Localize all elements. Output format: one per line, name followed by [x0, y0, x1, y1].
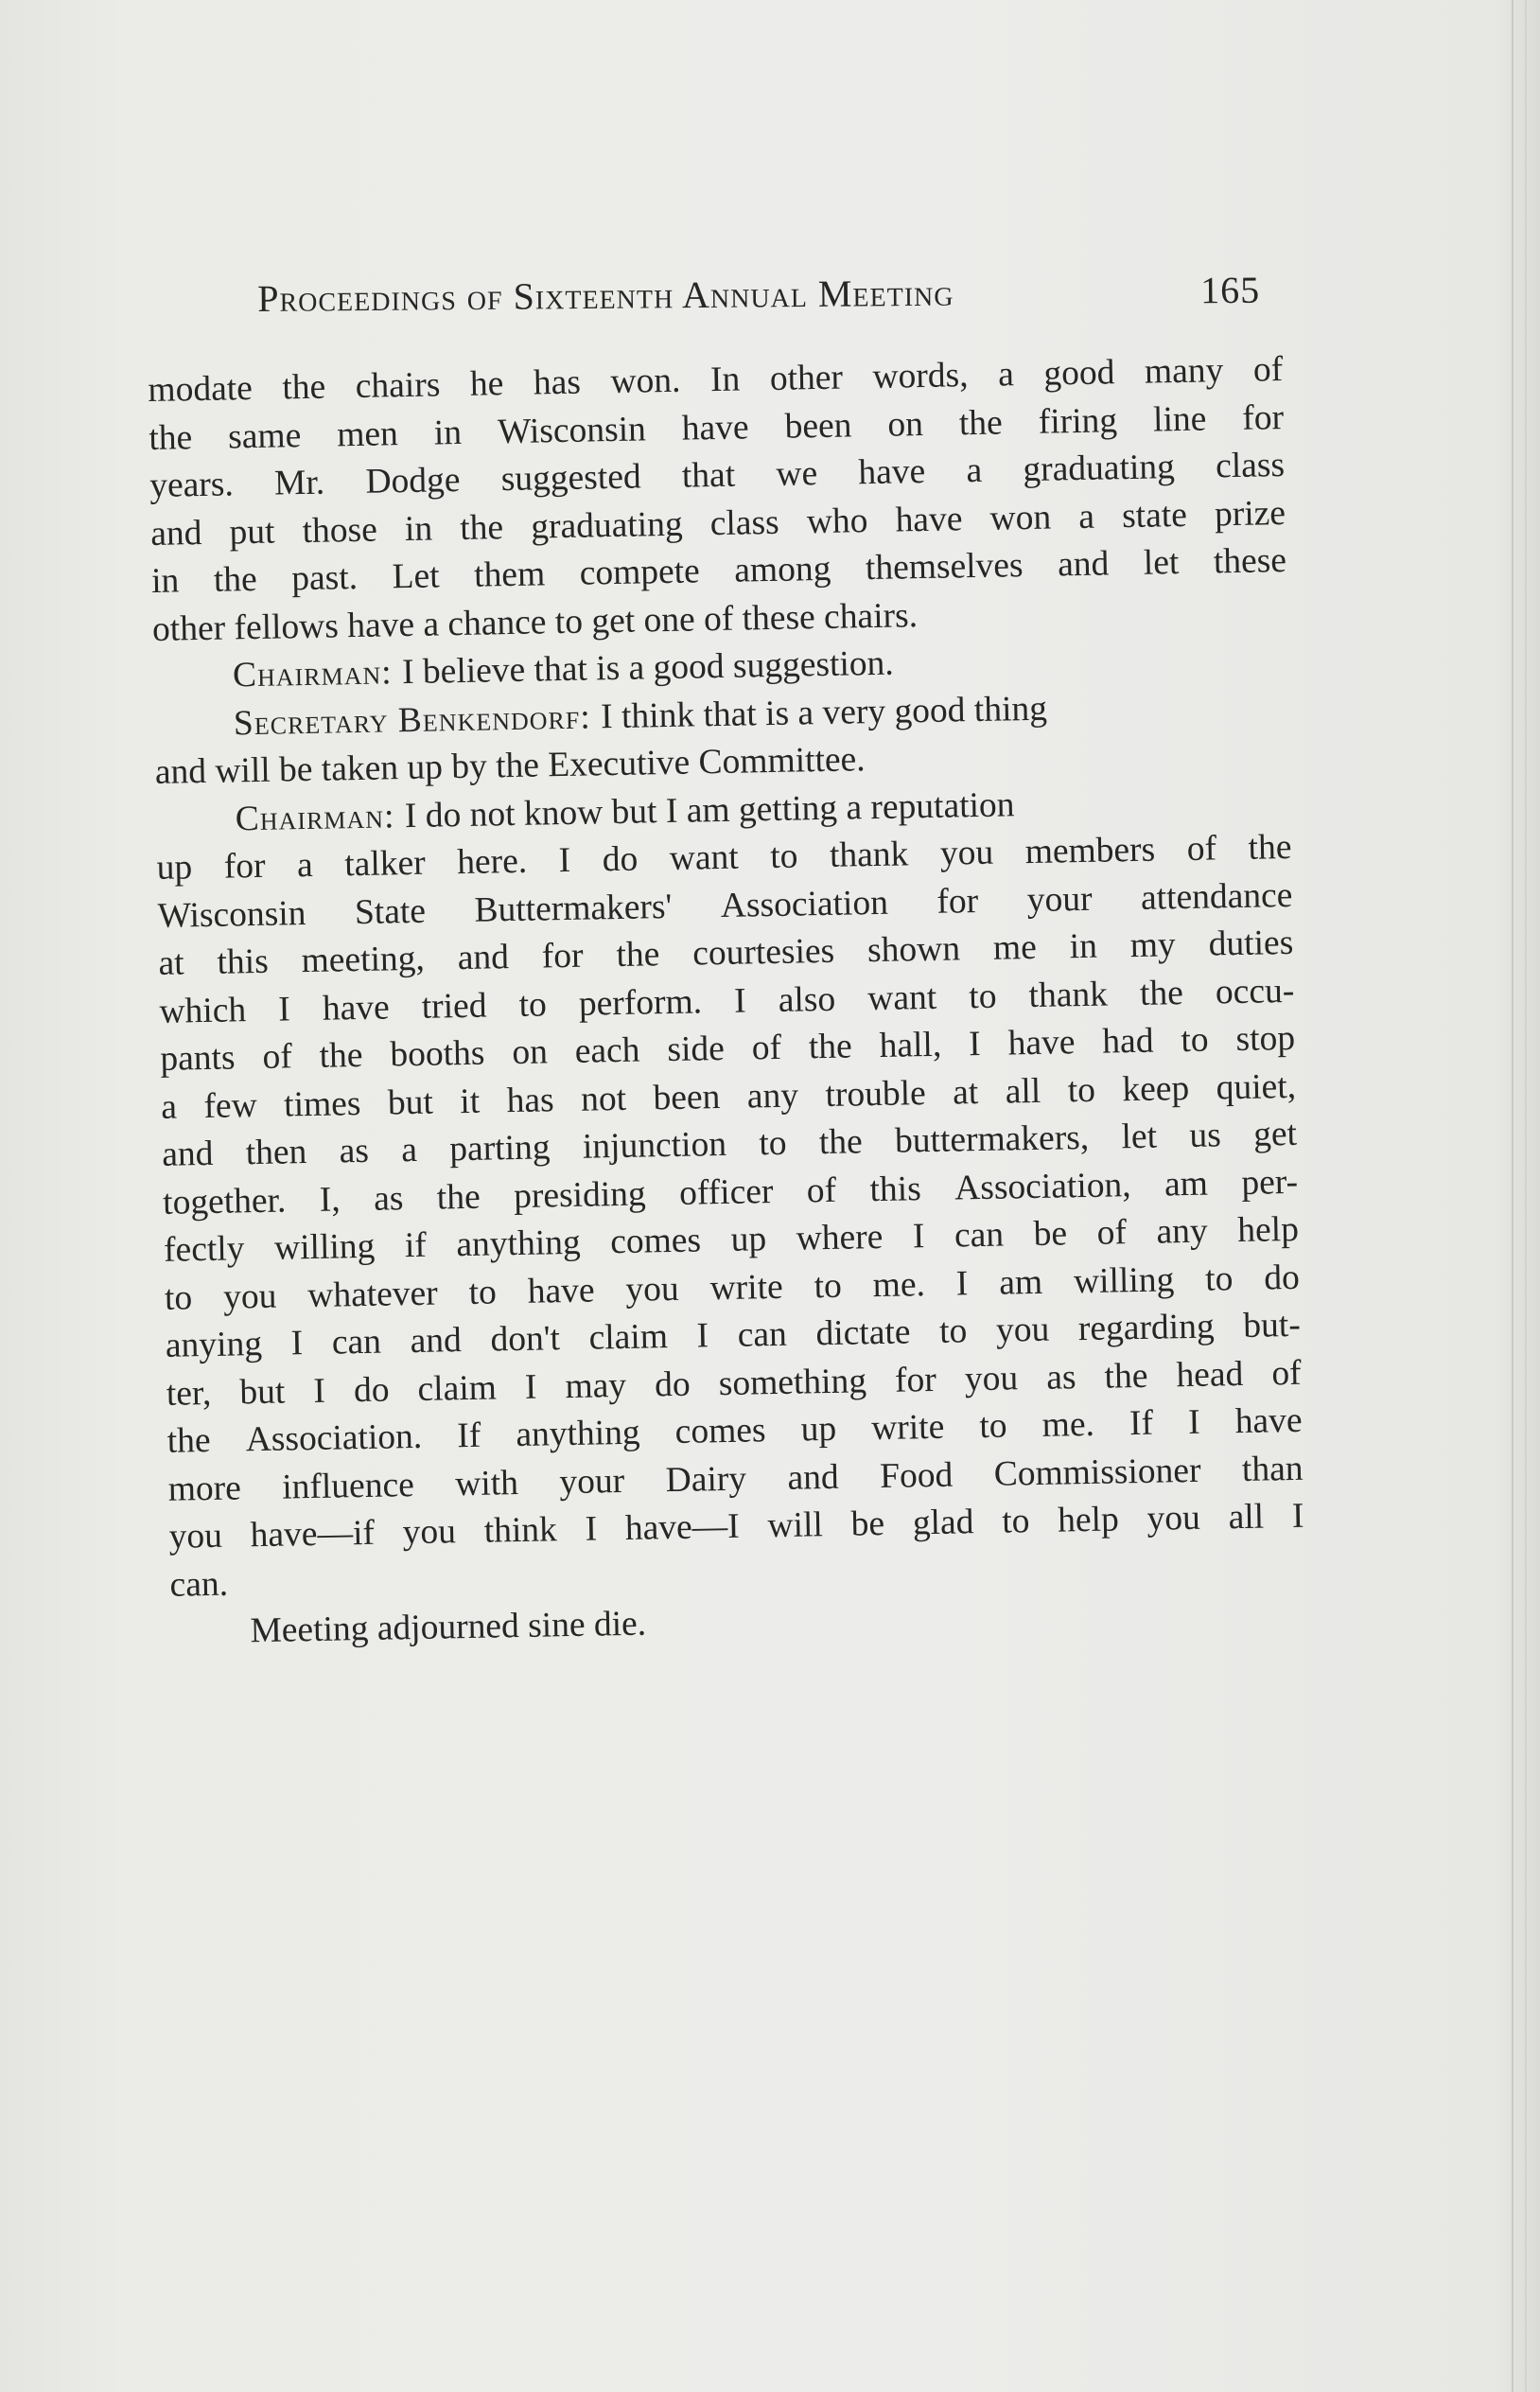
word: prize [1214, 493, 1286, 534]
word: influence [281, 1465, 415, 1507]
word: but [239, 1372, 286, 1412]
text-line: can. [169, 1564, 229, 1605]
word: head [1176, 1354, 1244, 1395]
word: to [968, 976, 997, 1016]
word: a [160, 1087, 178, 1127]
page-edge-shadow [1512, 0, 1514, 2392]
word: I [696, 1316, 709, 1356]
word: and [457, 938, 510, 978]
word: can [331, 1322, 382, 1363]
word: I [313, 1371, 326, 1411]
word: the [1139, 973, 1184, 1013]
word: as [339, 1131, 370, 1171]
word: claim [417, 1367, 498, 1409]
word: help [1057, 1500, 1120, 1540]
word: have [527, 1271, 595, 1311]
word: the [808, 1027, 853, 1067]
word: for [894, 1360, 937, 1400]
word: don't [490, 1319, 561, 1360]
word: and [149, 513, 202, 554]
word: and [161, 1134, 214, 1174]
word: have [1234, 1400, 1303, 1442]
word: think [483, 1510, 558, 1551]
word: on [511, 1032, 549, 1073]
word: each [574, 1030, 640, 1071]
word: of [1270, 1353, 1302, 1393]
text-line: Secretary Benkendorf: I think that is a very good thing [153, 680, 1289, 748]
word: suggested [500, 457, 642, 500]
word: do [654, 1364, 691, 1404]
word: Let [392, 556, 440, 597]
word: a [997, 355, 1015, 395]
word: tried [421, 986, 487, 1027]
word: officer [678, 1171, 774, 1213]
word: you [402, 1512, 457, 1553]
word: do [353, 1370, 390, 1410]
word: had [1101, 1021, 1154, 1062]
word: with [454, 1463, 519, 1504]
word: also [778, 979, 836, 1020]
word: the [213, 559, 258, 600]
word: many [1144, 351, 1224, 392]
word: to [164, 1277, 193, 1318]
word: have [681, 407, 749, 448]
word: Association. [245, 1416, 423, 1460]
word: I [968, 1024, 982, 1064]
word: comes [609, 1221, 702, 1262]
running-title: Proceedings of Sixteenth Annual Meeting [257, 271, 954, 320]
word: will [767, 1505, 824, 1546]
word: you [625, 1269, 680, 1310]
word: do [1263, 1258, 1301, 1298]
word: for [936, 881, 979, 922]
word: have—if [250, 1513, 376, 1556]
word: have [322, 987, 391, 1029]
word: years. [149, 465, 235, 505]
word: Food [879, 1455, 954, 1496]
word: have [1007, 1023, 1076, 1064]
word: may [565, 1365, 627, 1406]
word: thank [829, 835, 909, 875]
word: other [769, 358, 844, 398]
word: you [939, 833, 994, 873]
word: to [518, 984, 548, 1025]
word: state [1121, 495, 1188, 536]
word: as [1045, 1357, 1076, 1398]
word: us [1189, 1116, 1222, 1155]
word: Wisconsin [497, 409, 647, 451]
text-line: Meeting adjourned sine die. [250, 1604, 647, 1651]
word: have—I [624, 1506, 741, 1548]
word: you [168, 1516, 223, 1557]
word: write [870, 1407, 945, 1449]
word: the [282, 367, 326, 408]
word: and [1057, 544, 1110, 585]
word: in [150, 561, 180, 601]
word: but- [1242, 1305, 1302, 1346]
word: this [217, 941, 270, 982]
word: can [737, 1314, 788, 1355]
word: Dodge [365, 460, 461, 501]
word: has [533, 362, 582, 403]
word: on [887, 404, 924, 445]
word: in [404, 509, 433, 549]
speaker-label: Chairman: [235, 796, 395, 838]
word: the [319, 1035, 363, 1076]
word: stop [1235, 1018, 1296, 1060]
word: the [958, 402, 1004, 443]
word: which [159, 990, 247, 1031]
word: me. [872, 1264, 926, 1305]
word: than [1241, 1449, 1304, 1489]
word: to [814, 1266, 843, 1306]
word: buttermakers, [894, 1117, 1090, 1161]
word: write [709, 1267, 784, 1308]
word: let [1143, 543, 1180, 583]
word: me [992, 927, 1038, 968]
word: booths [390, 1033, 485, 1075]
word: a [296, 845, 314, 886]
word: for [223, 846, 266, 887]
word: the [1104, 1356, 1148, 1397]
word: among [733, 549, 831, 590]
text-line: and will be taken up by the Executive Committee. [154, 740, 866, 792]
word: these [1213, 540, 1287, 582]
word: of [751, 1028, 782, 1068]
word: then [245, 1133, 307, 1173]
word: your [1026, 879, 1093, 920]
text-line: other fellows have a chance to get one of these chairs. [151, 595, 919, 649]
word: get [1252, 1114, 1298, 1154]
word: has [506, 1080, 555, 1120]
word: for [541, 936, 584, 976]
word: all [1005, 1071, 1041, 1112]
word: I [733, 981, 747, 1021]
word: to [468, 1272, 498, 1312]
word: If [1129, 1403, 1154, 1444]
word: injunction [582, 1124, 727, 1167]
word: few [203, 1085, 258, 1126]
word: members [1024, 830, 1156, 872]
word: any [1156, 1211, 1209, 1252]
word: class [709, 502, 780, 543]
word: let [1121, 1117, 1158, 1157]
word: something [718, 1361, 867, 1403]
word: pants [160, 1038, 236, 1079]
word: themselves [865, 546, 1024, 589]
word: of [262, 1037, 293, 1077]
word: I [277, 989, 291, 1029]
word: who [806, 501, 868, 541]
word: want [866, 977, 937, 1018]
word: willing [1073, 1259, 1175, 1301]
word: this [869, 1169, 922, 1209]
word: the [616, 935, 660, 976]
word: it [459, 1082, 481, 1121]
word: to [1181, 1020, 1209, 1061]
word: anything [516, 1413, 640, 1455]
word: If [456, 1416, 481, 1456]
word: comes [674, 1411, 766, 1451]
word: fectly [163, 1229, 245, 1270]
word: I, [319, 1179, 341, 1220]
word: courtesies [691, 931, 835, 974]
word: we [776, 454, 818, 494]
word: you [995, 1310, 1050, 1350]
word: a [400, 1130, 418, 1170]
word: Dairy [665, 1459, 747, 1500]
word: be [1033, 1214, 1068, 1254]
word: claim [588, 1317, 669, 1358]
word: I [290, 1324, 304, 1363]
word: per- [1240, 1162, 1299, 1203]
word: occu- [1215, 971, 1295, 1011]
word: the [1248, 827, 1292, 868]
word: a [1077, 497, 1095, 536]
word: In [709, 360, 741, 400]
word: you [964, 1358, 1019, 1398]
word: up [800, 1409, 837, 1450]
word: I [585, 1509, 598, 1549]
word: side [667, 1029, 726, 1070]
word: Mr. [273, 463, 325, 503]
word: up [156, 848, 193, 888]
word: I [524, 1367, 537, 1407]
word: but [387, 1082, 434, 1122]
word: together. [162, 1180, 287, 1222]
word: help [1236, 1209, 1300, 1251]
word: Wisconsin [157, 893, 306, 936]
word: and [410, 1321, 463, 1362]
word: been [653, 1077, 721, 1117]
word: keep [1122, 1068, 1190, 1109]
word: want [669, 837, 740, 878]
word: ter, [166, 1373, 212, 1414]
word: I [558, 840, 571, 881]
word: won [989, 498, 1052, 538]
word: for [1241, 397, 1285, 438]
word: the [148, 417, 193, 458]
word: am [1164, 1164, 1209, 1204]
word: do [602, 839, 639, 880]
word: words, [872, 356, 969, 396]
word: parting [448, 1128, 551, 1170]
word: to [769, 836, 798, 877]
word: your [559, 1461, 625, 1502]
word: same [227, 415, 302, 456]
word: meeting, [301, 939, 426, 981]
word: and [787, 1457, 840, 1498]
word: I [912, 1217, 925, 1257]
word: can [954, 1215, 1005, 1256]
word: whatever [306, 1274, 439, 1315]
word: modate [148, 368, 254, 410]
word: line [1152, 399, 1207, 440]
word: graduating [530, 504, 683, 547]
word: talker [343, 843, 427, 885]
word: have [895, 499, 963, 540]
word: Association [720, 883, 889, 925]
word: past. [290, 557, 359, 599]
word: perform. [578, 981, 703, 1024]
word: to [1067, 1070, 1096, 1110]
word: he [469, 364, 504, 404]
word: anything [456, 1222, 582, 1265]
word: thank [1028, 975, 1109, 1015]
word: to [758, 1123, 787, 1164]
word: anying [165, 1324, 263, 1365]
word: of [1096, 1213, 1128, 1253]
word: any [746, 1076, 799, 1117]
word: me. [1041, 1404, 1095, 1445]
word: at [952, 1072, 979, 1113]
speaker-label: Chairman: [232, 653, 393, 695]
word: be [850, 1504, 885, 1544]
word: attendance [1140, 875, 1293, 918]
word: have [858, 451, 926, 493]
word: willing [273, 1226, 376, 1268]
word: compete [579, 552, 701, 593]
word: the [818, 1122, 864, 1163]
word: the [166, 1420, 212, 1461]
word: I [1187, 1402, 1200, 1443]
word: of [1186, 829, 1217, 869]
word: not [580, 1079, 627, 1119]
word: you [222, 1276, 277, 1317]
word: quiet, [1216, 1066, 1297, 1107]
word: am [998, 1262, 1043, 1303]
word: if [404, 1225, 428, 1266]
word: I [955, 1263, 969, 1303]
word: of [1252, 350, 1284, 390]
word: hall, [879, 1025, 942, 1065]
word: here. [456, 841, 528, 883]
word: the [436, 1177, 481, 1218]
word: good [1043, 353, 1115, 394]
word: put [229, 512, 275, 552]
word: to [979, 1406, 1007, 1447]
word: trouble [825, 1073, 927, 1115]
word: that [681, 455, 736, 496]
word: my [1129, 925, 1177, 966]
word: a [966, 450, 983, 491]
word: presiding [513, 1173, 647, 1216]
word: chairs [355, 365, 441, 406]
word: where [796, 1217, 884, 1258]
word: more [167, 1468, 242, 1509]
word: Commissioner [993, 1451, 1201, 1494]
word: in [433, 413, 463, 452]
word: Association, [954, 1165, 1131, 1208]
word: all [1228, 1497, 1265, 1538]
page-number: 165 [1199, 268, 1261, 312]
word: graduating [1023, 448, 1176, 490]
speaker-label: Secretary Benkendorf: [233, 696, 592, 743]
page-header [257, 268, 1260, 324]
body-text [148, 346, 1306, 1657]
word: of [806, 1170, 837, 1210]
word: times [283, 1083, 361, 1124]
word: at [158, 943, 185, 983]
text-line: Chairman: I believe that is a good suggestion. [153, 633, 1289, 701]
word: duties [1208, 923, 1294, 964]
word: in [1069, 926, 1098, 967]
word: those [302, 510, 378, 551]
word: been [784, 405, 852, 447]
word: men [336, 413, 399, 454]
page-edge-shadow [1525, 0, 1527, 2392]
word: glad [912, 1503, 974, 1543]
word: shown [866, 929, 961, 971]
word: Buttermakers' [474, 887, 673, 930]
word: to [938, 1311, 968, 1351]
word: firing [1038, 400, 1118, 442]
word: them [473, 554, 546, 595]
text-line: Chairman: I do not know but I am getting a reputation [155, 776, 1291, 844]
word: up [730, 1220, 767, 1259]
word: to [1001, 1502, 1030, 1541]
word: to [1204, 1258, 1234, 1299]
word: class [1215, 445, 1286, 486]
word: as [373, 1178, 404, 1219]
word: I [1291, 1496, 1304, 1537]
word: dictate [815, 1312, 911, 1354]
word: you [1146, 1498, 1201, 1539]
word: won. [610, 361, 681, 402]
word: the [459, 507, 504, 548]
word: regarding [1077, 1307, 1216, 1349]
word: State [354, 891, 427, 932]
